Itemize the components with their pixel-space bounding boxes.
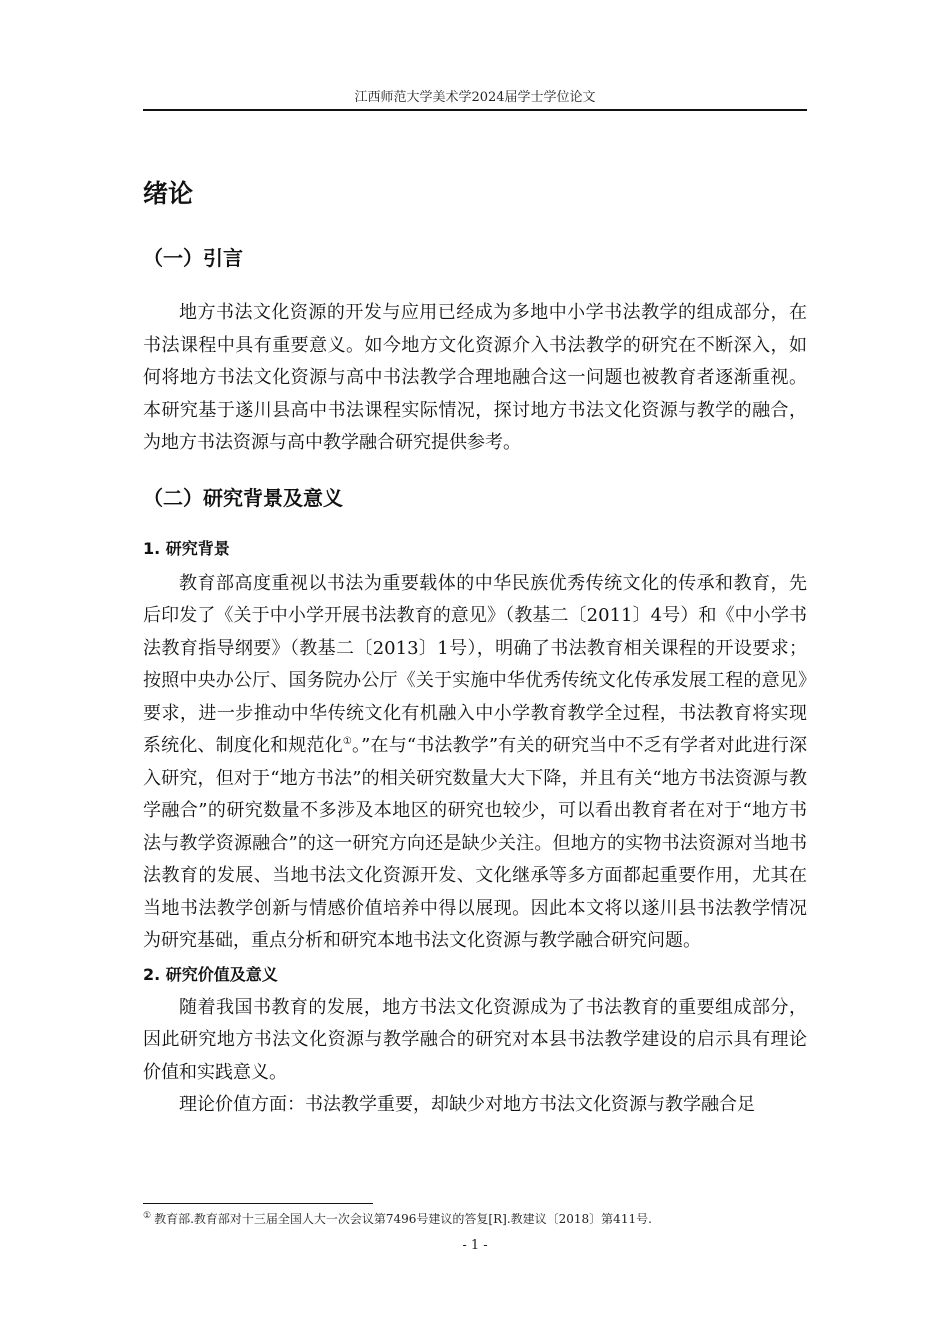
significance-paragraph: 随着我国书教育的发展，地方书法文化资源成为了书法教育的重要组成部分，因此研究地方书法文化资源与教学融合的研究对本县书法教学建设的启示具有理论价值和实践意义。 — [143, 996, 807, 1083]
footnote-reference[interactable]: ① — [342, 736, 352, 747]
background-text-part2: 。”在与“书法教学”有关的研究当中不乏有学者对此进行深入研究，但对于“地方书法”的相关研究数量大大下降，并且有关“地方书法资源与教学融合”的研究数量不多涉及本地区的研究也较少，可以看出教育者在对于“地方书法与教学资源融合”的这一研究方向还是缺少关注。但地方的实物书法资源对当地书法教育的发展、当地书法文化资源开发、文化继承等多方面都起重要作用，尤其在当地书法教学创新与情感价值培养中得以展现。因此本文将以遂川县书法教学情况为研究基础，重点分析和研究本地书法文化资源与教学融合研究问题。 — [143, 735, 807, 951]
subsection-title-background: 1. 研究背景 — [143, 538, 230, 558]
footnote-text: 教育部.教育部对十三届全国人大一次会议第7496号建议的答复[R].教建议〔2018〕第411号. — [154, 1212, 652, 1226]
section-title-introduction: （一）引言 — [143, 246, 243, 270]
footnote-rule — [143, 1203, 373, 1204]
page-body — [143, 170, 807, 1122]
footnote-mark: ① — [143, 1211, 152, 1221]
introduction-paragraph: 地方书法文化资源的开发与应用已经成为多地中小学书法教学的组成部分，在书法课程中具有重要意义。如今地方文化资源介入书法教学的研究在不断深入，如何将地方书法文化资源与高中书法教学合理地融合这一问题也被教育者逐渐重视。本研究基于遂川县高中书法课程实际情况，探讨地方书法文化资源与教学的融合，为地方书法资源与高中教学融合研究提供参考。 — [143, 302, 807, 453]
running-header: 江西师范大学美术学2024届学士学位论文 — [354, 90, 596, 105]
page-number: - 1 - — [462, 1238, 488, 1253]
section-title-background: （二）研究背景及意义 — [143, 485, 343, 510]
chapter-title: 绪论 — [143, 179, 194, 208]
background-text-part1: 教育部高度重视以书法为重要载体的中华民族优秀传统文化的传承和教育，先后印发了《关于中小学开展书法教育的意见》（教基二〔2011〕4号）和《中小学书法教育指导纲要》（教基二〔2013〕1号），明确了书法教育相关课程的开设要求；按照中央办公厅、国务院办公厅《关于实施中华优秀传统文化传承发展工程的意见》要求，进一步推动中华传统文化有机融入中小学教育教学全过程，书法教育将实现系统化、制度化和规范化 — [143, 572, 807, 756]
header-rule — [143, 109, 807, 111]
footnote — [143, 1210, 807, 1228]
background-paragraph — [143, 568, 807, 958]
theoretical-value-paragraph: 理论价值方面：书法教学重要，却缺少对地方书法文化资源与教学融合足 — [179, 1094, 755, 1115]
subsection-title-significance: 2. 研究价值及意义 — [143, 964, 278, 984]
